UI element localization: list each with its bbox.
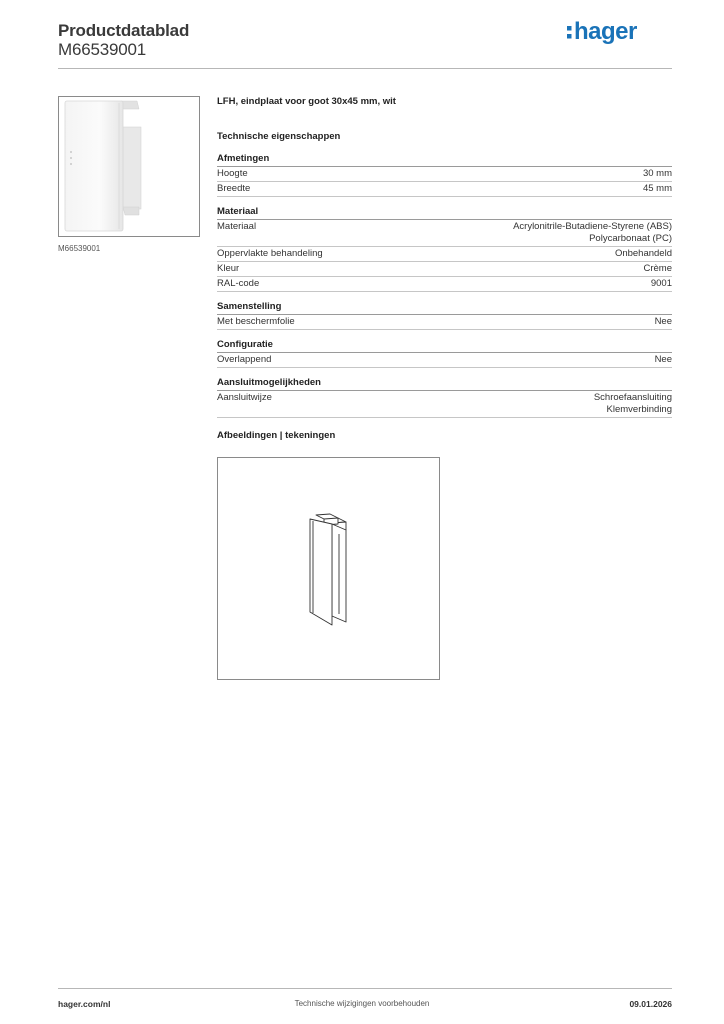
group-title: Configuratie: [217, 339, 672, 353]
group-title: Materiaal: [217, 206, 672, 220]
spec-value: Nee: [654, 354, 672, 365]
spec-row: [217, 167, 672, 182]
spec-row: [217, 220, 672, 247]
spec-value: Nee: [654, 316, 672, 327]
group-title: Samenstelling: [217, 301, 672, 315]
thumbnail-caption: M66539001: [58, 244, 101, 253]
spec-group-aansluitmogelijkheden: [217, 377, 672, 418]
spec-group-materiaal: [217, 206, 672, 292]
spec-value: 30 mm: [642, 168, 672, 179]
spec-label: Overlappend: [217, 354, 272, 365]
product-name: LFH, eindplaat voor goot 30x45 mm, wit: [217, 96, 396, 107]
spec-heading: Technische eigenschappen: [217, 131, 341, 142]
header-divider: [58, 68, 672, 69]
spec-value: [513, 221, 672, 245]
spec-label: Met beschermfolie: [217, 316, 295, 327]
spec-group-afmetingen: [217, 153, 672, 197]
spec-row: [217, 277, 672, 292]
spec-value: 45 mm: [642, 183, 672, 194]
footer-divider: [58, 988, 672, 989]
spec-row: [217, 262, 672, 277]
hager-logo: [566, 17, 661, 47]
spec-value-line: Klemverbinding: [606, 404, 672, 415]
document-date: 09.01.2026: [629, 999, 672, 1009]
spec-value-line: Polycarbonaat (PC): [589, 233, 672, 244]
spec-group-samenstelling: [217, 301, 672, 330]
end-plate-drawing: [218, 458, 439, 679]
spec-row: [217, 247, 672, 262]
brand-name: hager: [574, 18, 637, 45]
page-title: Productdatablad: [58, 21, 190, 40]
spec-value: Crème: [643, 263, 672, 274]
spec-label: Kleur: [217, 263, 240, 274]
spec-label: Hoogte: [217, 168, 248, 179]
spec-value-line: Acrylonitrile-Butadiene-Styrene (ABS): [513, 221, 672, 232]
spec-value: 9001: [650, 278, 672, 289]
spec-row: [217, 353, 672, 368]
spec-value: [594, 392, 672, 416]
spec-group-configuratie: [217, 339, 672, 368]
footer-disclaimer: Technische wijzigingen voorbehouden: [294, 999, 430, 1008]
group-title: Aansluitmogelijkheden: [217, 377, 672, 391]
spec-value-line: Schroefaansluiting: [593, 392, 672, 403]
spec-label: Materiaal: [217, 221, 257, 232]
spec-column: [217, 96, 672, 442]
spec-label: RAL-code: [217, 278, 260, 289]
website-link[interactable]: hager.com/nl: [58, 999, 111, 1009]
spec-value: Onbehandeld: [614, 248, 672, 259]
images-heading: Afbeeldingen | tekeningen: [217, 430, 336, 441]
product-code: M66539001: [58, 40, 146, 59]
spec-row: [217, 182, 672, 197]
spec-label: Breedte: [217, 183, 251, 194]
end-plate-photo: [59, 97, 199, 236]
group-title: Afmetingen: [217, 153, 672, 167]
technical-drawing: [217, 457, 440, 680]
spec-row: [217, 315, 672, 330]
product-thumbnail: [58, 96, 200, 237]
spec-label: Oppervlakte behandeling: [217, 248, 323, 259]
spec-row: [217, 391, 672, 418]
spec-label: Aansluitwijze: [217, 392, 272, 403]
